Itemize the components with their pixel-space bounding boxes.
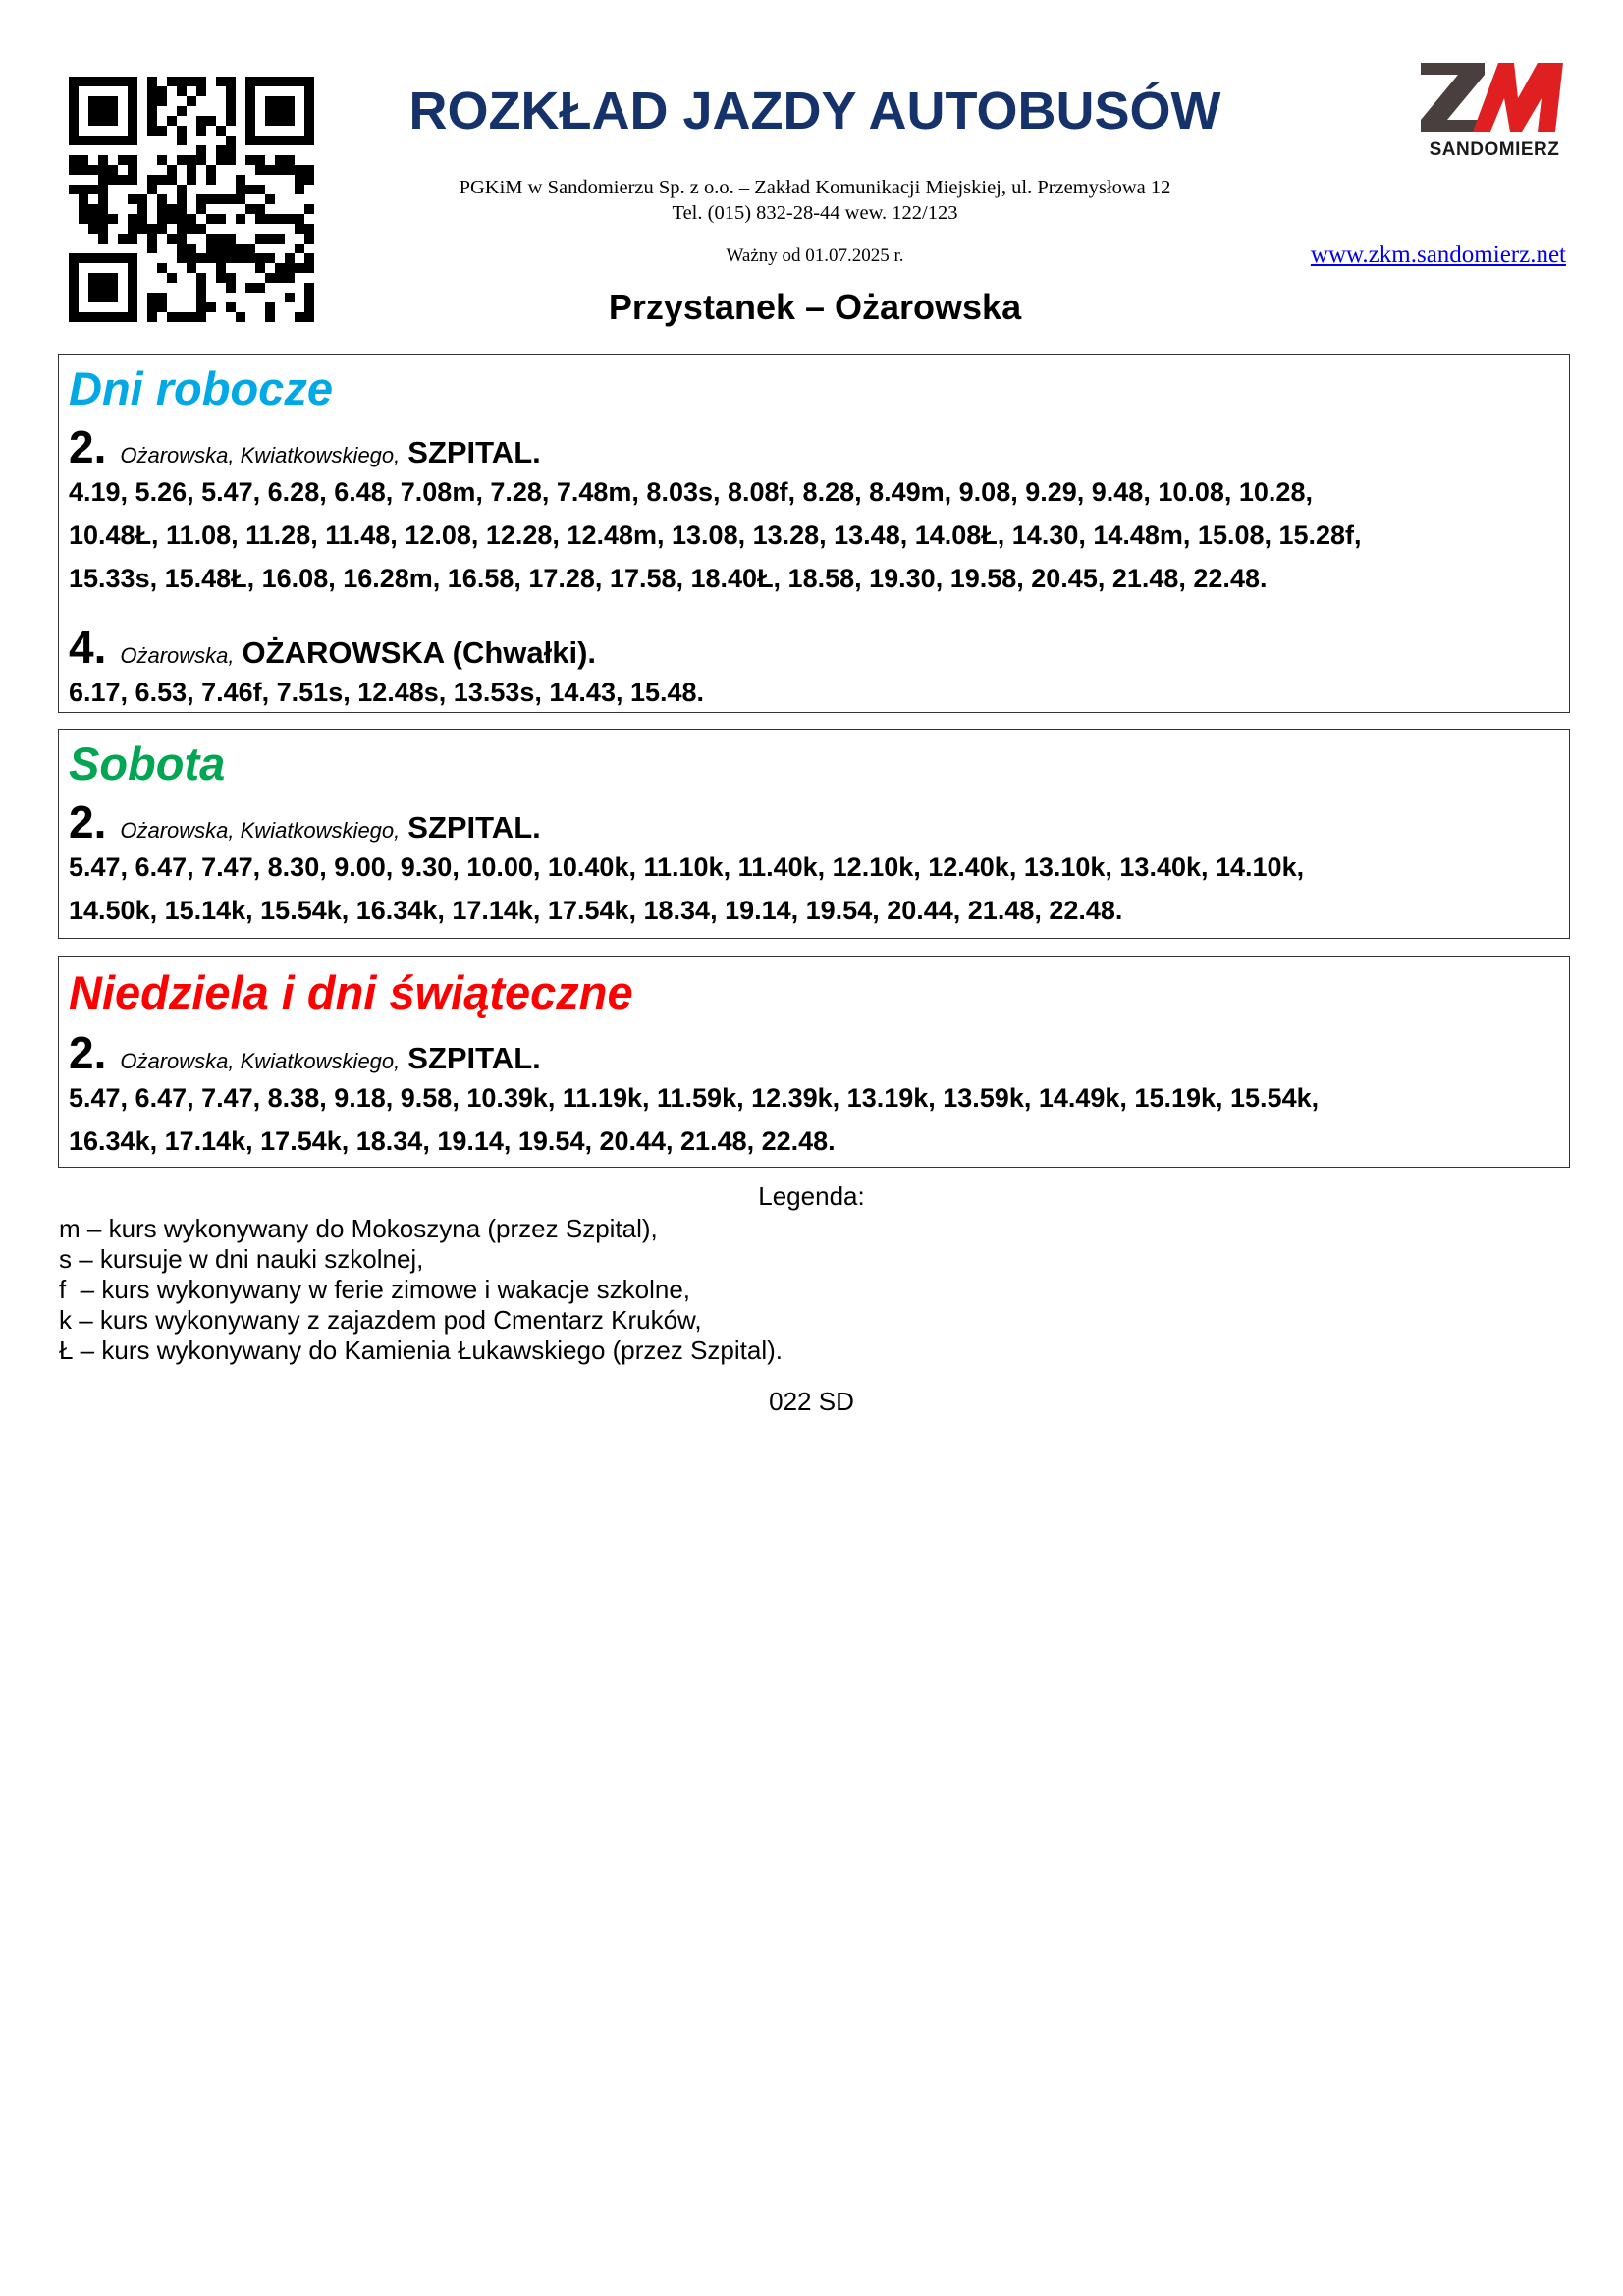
route-via: Ożarowska, Kwiatkowskiego, xyxy=(120,1049,401,1073)
route-destination: SZPITAL. xyxy=(407,810,541,845)
departure-times-line: 6.17, 6.53, 7.46f, 7.51s, 12.48s, 13.53s, 14.43, 15.48. xyxy=(69,678,705,707)
departure-times-line: 4.19, 5.26, 5.47, 6.28, 6.48, 7.08m, 7.28, 7.48m, 8.03s, 8.08f, 8.28, 8.49m, 9.08, 9.29, 9.48, 10.08, 10.28, xyxy=(69,477,1313,507)
qr-code xyxy=(69,77,314,322)
route-via: Ożarowska, Kwiatkowskiego, xyxy=(120,818,401,843)
legend-item: k – kurs wykonywany z zajazdem pod Cmentarz Kruków, xyxy=(59,1305,702,1335)
route-header xyxy=(69,798,1559,846)
route-header xyxy=(69,1029,1559,1076)
valid-from: Ważny od 01.07.2025 r. xyxy=(726,246,904,266)
timetable-code: 022 SD xyxy=(769,1387,854,1416)
route-header xyxy=(69,423,1559,470)
departure-times-line: 10.48Ł, 11.08, 11.28, 11.48, 12.08, 12.28, 12.48m, 13.08, 13.28, 13.48, 14.08Ł, 14.30, 14.48m, 15.08, 15.28f, xyxy=(69,520,1362,550)
route-number: 2. xyxy=(69,796,107,847)
route-destination: SZPITAL. xyxy=(407,435,541,469)
route-number: 2. xyxy=(69,421,107,472)
company-address: PGKiM w Sandomierzu Sp. z o.o. – Zakład Komunikacji Miejskiej, ul. Przemysłowa 12 xyxy=(459,177,1171,198)
departure-times-line: 15.33s, 15.48Ł, 16.08, 16.28m, 16.58, 17.28, 17.58, 18.40Ł, 18.58, 19.30, 19.58, 20.45, 21.48, 22.48. xyxy=(69,564,1268,593)
route-destination: OŻAROWSKA (Chwałki). xyxy=(242,635,597,670)
route-number: 2. xyxy=(69,1027,107,1078)
company-phone: Tel. (015) 832-28-44 wew. 122/123 xyxy=(672,202,958,224)
legend-item: s – kursuje w dni nauki szkolnej, xyxy=(59,1244,424,1274)
company-info xyxy=(324,175,1306,226)
route-number: 4. xyxy=(69,622,107,673)
route-via: Ożarowska, xyxy=(120,643,235,668)
section-saturday xyxy=(58,729,1570,939)
departure-times-line: 5.47, 6.47, 7.47, 8.30, 9.00, 9.30, 10.00, 10.40k, 11.10k, 11.40k, 12.10k, 12.40k, 13.10k, 13.40k, 14.10k, xyxy=(69,852,1305,882)
legend-title: Legenda: xyxy=(758,1181,865,1211)
website-link[interactable]: www.zkm.sandomierz.net xyxy=(1310,242,1566,268)
zkm-logo xyxy=(1416,59,1573,167)
legend-item: m – kurs wykonywany do Mokoszyna (przez Szpital), xyxy=(59,1214,658,1243)
departure-times-line: 5.47, 6.47, 7.47, 8.38, 9.18, 9.58, 10.39k, 11.19k, 11.59k, 12.39k, 13.19k, 13.59k, 14.49k, 15.19k, 15.54k, xyxy=(69,1083,1320,1113)
logo-m-shape xyxy=(1473,63,1563,132)
legend xyxy=(59,1214,783,1366)
legend-item: f – kurs wykonywany w ferie zimowe i wakacje szkolne, xyxy=(59,1275,691,1304)
logo-z-shape xyxy=(1421,63,1485,132)
route-header xyxy=(69,624,1559,671)
legend-item: Ł – kurs wykonywany do Kamienia Łukawskiego (przez Szpital). xyxy=(59,1336,784,1365)
departure-times-line: 14.50k, 15.14k, 15.54k, 16.34k, 17.14k, 17.54k, 18.34, 19.14, 19.54, 20.44, 21.48, 22.48. xyxy=(69,896,1123,925)
route-via: Ożarowska, Kwiatkowskiego, xyxy=(120,443,401,467)
logo-text: SANDOMIERZ xyxy=(1429,139,1560,160)
section-title-saturday: Sobota xyxy=(69,738,226,790)
departure-times-line: 16.34k, 17.14k, 17.54k, 18.34, 19.14, 19.54, 20.44, 21.48, 22.48. xyxy=(69,1126,836,1156)
page-title: ROZKŁAD JAZDY AUTOBUSÓW xyxy=(408,82,1221,140)
section-weekdays xyxy=(58,354,1570,713)
route-destination: SZPITAL. xyxy=(407,1041,541,1075)
stop-name: Przystanek – Ożarowska xyxy=(608,287,1022,327)
section-title-sunday: Niedziela i dni świąteczne xyxy=(69,966,633,1018)
section-sunday-holidays xyxy=(58,956,1570,1168)
section-title-weekdays: Dni robocze xyxy=(69,362,333,414)
